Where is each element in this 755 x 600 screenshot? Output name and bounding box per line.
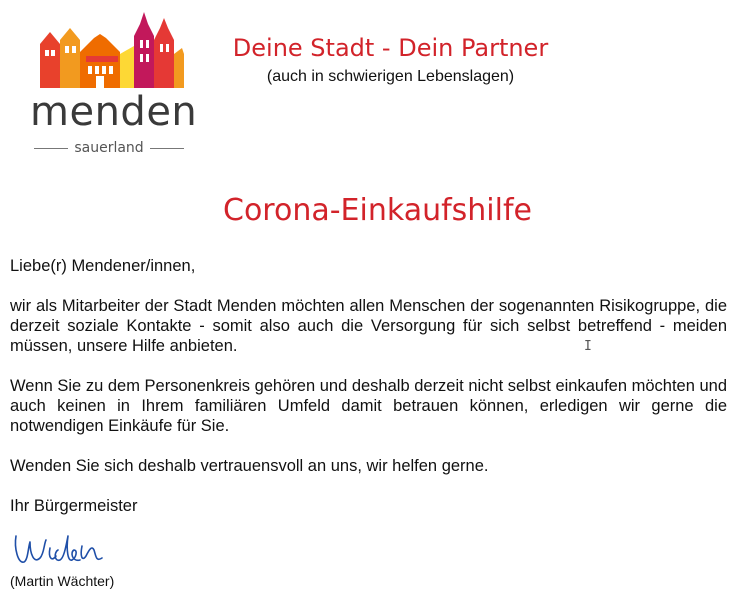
handwritten-signature-icon xyxy=(10,528,120,570)
logo-wordmark: menden xyxy=(30,89,198,135)
city-logo xyxy=(30,10,198,156)
logo-rule-left xyxy=(34,148,68,149)
paragraph-1: wir als Mitarbeiter der Stadt Menden möchten allen Menschen der sogenannten Risikogruppe, die derzeit soziale Kontakte - somit also auch die Versorgung für sich selbst betreffend - meiden müssen, unsere Hilfe anbieten. xyxy=(10,297,727,355)
logo-region xyxy=(34,140,184,156)
text-cursor-icon: I xyxy=(584,339,592,354)
salutation: Liebe(r) Mendener/innen, xyxy=(10,257,196,275)
city-skyline-icon xyxy=(34,10,184,90)
closing: Ihr Bürgermeister xyxy=(10,497,138,515)
paragraph-2: Wenn Sie zu dem Personenkreis gehören und deshalb derzeit nicht selbst einkaufen möchten und auch keinen in Ihrem familiären Umfeld damit betrauen können, erledigen wir gerne die notwendigen Einkäufe für Sie. xyxy=(10,377,727,435)
page-title: Corona-Einkaufshilfe xyxy=(223,193,532,228)
logo-region-label: sauerland xyxy=(74,140,144,156)
paragraph-3: Wenden Sie sich deshalb vertrauensvoll an uns, wir helfen gerne. xyxy=(10,457,489,475)
slogan: Deine Stadt - Dein Partner xyxy=(232,34,549,62)
slogan-subtitle: (auch in schwierigen Lebenslagen) xyxy=(266,68,515,85)
logo-rule-right xyxy=(150,148,184,149)
letter-body xyxy=(10,256,727,516)
signature-name: (Martin Wächter) xyxy=(10,573,115,589)
